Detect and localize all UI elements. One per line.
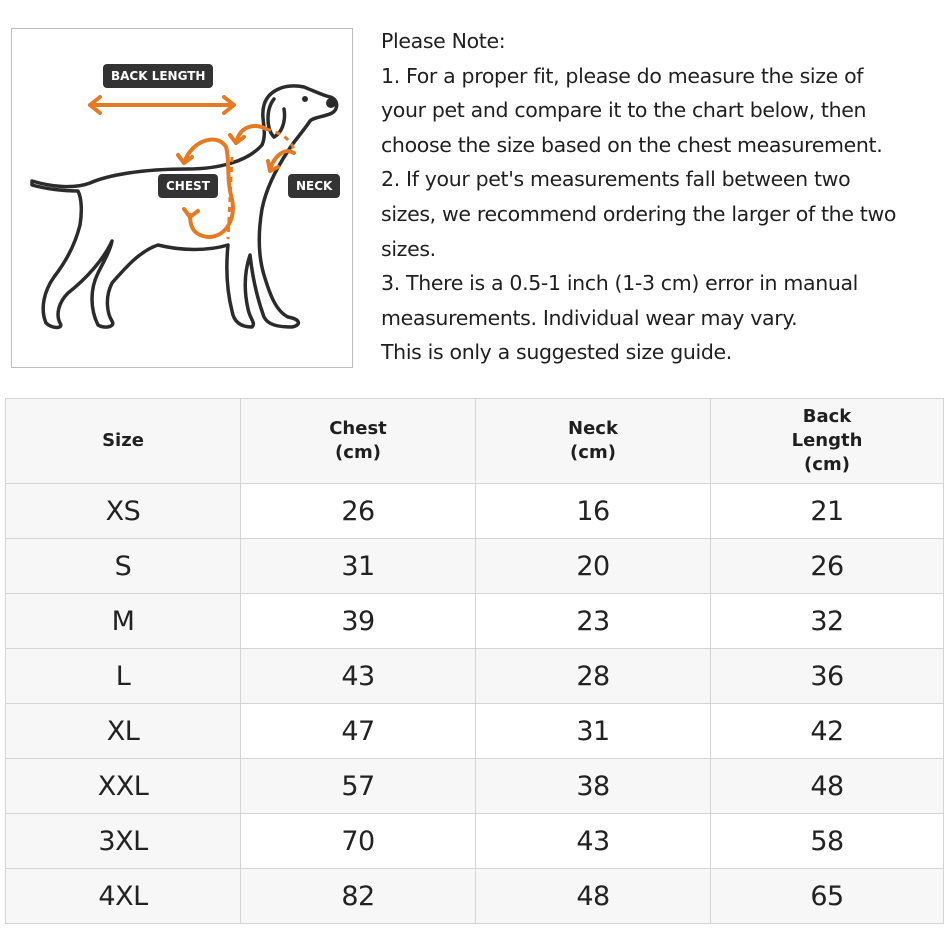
- cell-back-length: 42: [711, 704, 944, 759]
- cell-chest: 31: [241, 539, 476, 594]
- table-row: [6, 594, 944, 649]
- cell-size: L: [6, 649, 241, 704]
- cell-size: 4XL: [6, 869, 241, 924]
- note-line: 1. For a proper fit, please do measure the size of: [381, 63, 864, 88]
- cell-size: M: [6, 594, 241, 649]
- note-line: sizes, we recommend ordering the larger of the two: [381, 201, 897, 226]
- cell-neck: 16: [476, 484, 711, 539]
- table-row: [6, 484, 944, 539]
- cell-neck: 20: [476, 539, 711, 594]
- dog-outline: [32, 86, 337, 328]
- note-line: 3. There is a 0.5-1 inch (1-3 cm) error in manual: [381, 271, 859, 296]
- note-line: This is only a suggested size guide.: [381, 340, 732, 365]
- cell-chest: 82: [241, 869, 476, 924]
- cell-chest: 26: [241, 484, 476, 539]
- chest-label: CHEST: [158, 174, 218, 198]
- note-line: 2. If your pet's measurements fall between two: [381, 167, 851, 192]
- table-row: [6, 869, 944, 924]
- cell-neck: 48: [476, 869, 711, 924]
- cell-neck: 43: [476, 814, 711, 869]
- cell-chest: 43: [241, 649, 476, 704]
- please-note-text: [381, 24, 945, 370]
- cell-back-length: 48: [711, 759, 944, 814]
- note-heading: Please Note:: [381, 29, 506, 53]
- cell-back-length: 26: [711, 539, 944, 594]
- cell-size: S: [6, 539, 241, 594]
- cell-neck: 38: [476, 759, 711, 814]
- table-row: [6, 649, 944, 704]
- cell-back-length: 65: [711, 869, 944, 924]
- back-length-label: BACK LENGTH: [103, 64, 213, 88]
- cell-neck: 28: [476, 649, 711, 704]
- table-body: [6, 484, 944, 924]
- measurement-diagram: [11, 28, 353, 368]
- table-row: [6, 704, 944, 759]
- dog-nose: [326, 98, 336, 108]
- note-line: sizes.: [381, 236, 436, 261]
- back-length-arrow: [90, 97, 234, 113]
- cell-chest: 47: [241, 704, 476, 759]
- size-chart-table: [5, 398, 944, 924]
- header-size: Size: [6, 399, 241, 484]
- note-line: measurements. Individual wear may vary.: [381, 305, 798, 330]
- cell-neck: 31: [476, 704, 711, 759]
- note-line: choose the size based on the chest measurement.: [381, 132, 883, 157]
- cell-size: XS: [6, 484, 241, 539]
- dog-eye: [302, 96, 308, 102]
- cell-back-length: 58: [711, 814, 944, 869]
- cell-neck: 23: [476, 594, 711, 649]
- cell-size: XL: [6, 704, 241, 759]
- note-line: your pet and compare it to the chart below, then: [381, 98, 867, 123]
- header-chest: Chest (cm): [241, 399, 476, 484]
- header-back-length: Back Length (cm): [711, 399, 944, 484]
- table-row: [6, 539, 944, 594]
- cell-back-length: 36: [711, 649, 944, 704]
- table-row: [6, 759, 944, 814]
- cell-chest: 39: [241, 594, 476, 649]
- cell-size: XXL: [6, 759, 241, 814]
- cell-chest: 57: [241, 759, 476, 814]
- table-row: [6, 814, 944, 869]
- cell-back-length: 32: [711, 594, 944, 649]
- table-header-row: [6, 399, 944, 484]
- cell-back-length: 21: [711, 484, 944, 539]
- header-neck: Neck (cm): [476, 399, 711, 484]
- neck-label: NECK: [288, 174, 340, 198]
- cell-size: 3XL: [6, 814, 241, 869]
- cell-chest: 70: [241, 814, 476, 869]
